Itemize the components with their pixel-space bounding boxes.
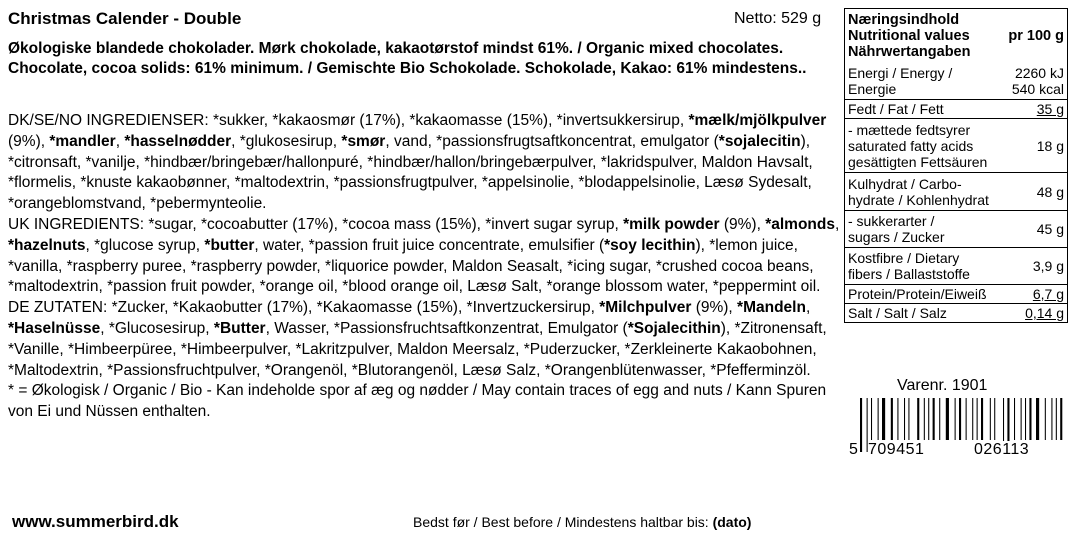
nutrition-row-value: 35 g — [1036, 101, 1064, 117]
nutrition-row — [845, 172, 1067, 210]
barcode-bar — [908, 398, 909, 440]
nutrition-row — [845, 284, 1067, 303]
nutrition-row — [845, 303, 1067, 322]
allergen-text: *smør — [341, 132, 386, 150]
allergen-text: *Butter — [213, 319, 266, 337]
organic-allergen-note: * = Økologisk / Organic / Bio - Kan indeholde spor af æg og nødder / May contain traces of egg and nuts / Kann Spuren von Ei und Nüssen enthalten. — [8, 382, 827, 421]
allergen-text: *soy lecithin — [604, 236, 696, 254]
barcode-bar — [946, 398, 949, 440]
ingredient-text: , *glukosesirup, — [231, 132, 342, 150]
ingredients-dk — [8, 111, 840, 215]
barcode-bar — [1056, 398, 1057, 440]
barcode-bar — [878, 398, 879, 440]
barcode-bar — [871, 398, 872, 440]
allergen-text: *butter — [204, 236, 255, 254]
ingredient-text: , — [805, 299, 811, 317]
nutrition-row-label: Energi / Energy / Energie — [848, 65, 953, 97]
ingredient-text: DE ZUTATEN: *Zucker, *Kakaobutter (17%), *Kakaomasse (15%), *Invertzuckersirup, — [8, 299, 600, 317]
ingredient-text: , — [115, 132, 125, 150]
barcode-bar — [1036, 398, 1039, 440]
nutrition-row — [845, 247, 1067, 284]
ingredient-text: (9%), — [8, 132, 50, 150]
nutrition-row-label: Salt / Salt / Salz — [848, 305, 947, 321]
nutrition-row-label: Kostfibre / Dietary fibers / Ballaststoffe — [848, 250, 970, 282]
barcode-bar — [981, 398, 983, 440]
barcode-bar — [955, 398, 956, 440]
barcode-bar — [959, 398, 961, 440]
ingredient-text: ), *citronsaft, *vanilje, *hindbær/bringebær/hallonpuré, *hindbær/hallon/bringebærpulver, *lakridspulver, Maldon Havsalt, *flormelis, *knuste kakaobønner, *maltodextrin, *passionsfrugtpulver, *appelsinolie, *blodappelsinolie, Læsø Sydesalt, *orangeblomstvand, *pebermynteolie. — [8, 132, 813, 213]
best-before — [413, 514, 751, 530]
ingredient-text: , vand, *passionsfrugtsaftkoncentrat, emulgator ( — [385, 132, 719, 150]
barcode-bar — [882, 398, 885, 440]
nutrition-row-value: 48 g — [1036, 183, 1064, 200]
nutrition-row-value: 45 g — [1036, 221, 1064, 237]
allergen-text: *hasselnødder — [124, 132, 232, 150]
barcode-bar — [972, 398, 973, 440]
nutrition-row-label: - mættede fedtsyrer saturated fatty acids gesättigten Fettsäuren — [848, 121, 988, 170]
barcode-digits-right: 026113 — [974, 441, 1030, 458]
ingredient-text: DK/SE/NO INGREDIENSER: *sukker, *kakaosmør (17%), *kakaomasse (15%), *invertsukkersirup, — [8, 112, 689, 129]
barcode-bar — [933, 398, 935, 440]
allergen-text: *hazelnuts — [8, 236, 86, 254]
barcode-bar — [1025, 398, 1026, 440]
ingredient-text: , — [834, 215, 840, 233]
barcode-bar — [897, 398, 898, 440]
product-description: Økologiske blandede chokolader. Mørk chokolade, kakaotørstof mindst 61%. / Organic mixed chocolates. Chocolate, cocoa solids: 61% minimum. / Gemischte Bio Schokolade. Schokolade, Kakao: 61% mindestens.. — [8, 40, 807, 77]
nutrition-row-value: 0,14 g — [1025, 305, 1064, 321]
nutrition-row-value: 2260 kJ 540 kcal — [1011, 65, 1064, 97]
barcode-bar — [860, 398, 862, 452]
nutrition-row-value: 6,7 g — [1032, 286, 1064, 302]
item-number: Varenr. 1901 — [897, 377, 988, 394]
barcode-bar — [1060, 398, 1062, 440]
ingredient-text: UK INGREDIENTS: *sugar, *cocoabutter (17%), *cocoa mass (15%), *invert sugar syrup, — [8, 215, 624, 233]
nutrition-row — [845, 118, 1067, 172]
barcode-digits-left: 709451 — [868, 441, 925, 458]
nutrition-row — [845, 210, 1067, 247]
ingredient-text: , *glucose syrup, — [85, 236, 205, 254]
nutrition-header-value: pr 100 g — [1008, 28, 1064, 44]
barcode-bar — [994, 398, 995, 440]
ingredient-text: , *Glucosesirup, — [100, 319, 214, 337]
nutrition-row-value: 3,9 g — [1032, 258, 1064, 274]
nutrition-row — [845, 63, 1067, 99]
barcode-bar — [928, 398, 929, 440]
best-before-value: (dato) — [712, 514, 752, 530]
barcode-bar — [1029, 398, 1031, 440]
barcode-bar — [904, 398, 905, 440]
barcode-bar — [977, 398, 978, 440]
nutrition-row — [845, 99, 1067, 118]
nutrition-header — [845, 9, 1067, 63]
allergen-text: *mandler — [49, 132, 116, 150]
barcode-digit-first: 5 — [849, 441, 858, 458]
allergen-text: *Milchpulver — [599, 299, 692, 317]
barcode-bar — [939, 398, 940, 440]
allergen-text: *Haselnüsse — [8, 319, 101, 337]
ingredients-de — [8, 298, 840, 381]
ingredients-block — [8, 111, 840, 423]
allergen-text: *mælk/mjölkpulver — [688, 112, 827, 129]
nutrition-row-label: - sukkerarter / sugars / Zucker — [848, 213, 945, 245]
barcode-bar — [1045, 398, 1046, 440]
barcode-bar — [990, 398, 991, 440]
nutrition-table — [844, 8, 1068, 323]
nutrition-row-value: 18 g — [1036, 137, 1064, 154]
ingredient-text: (9%), — [691, 299, 738, 317]
website-link[interactable]: www.summerbird.dk — [12, 512, 179, 531]
allergen-text: *milk powder — [623, 215, 720, 233]
barcode-bar — [917, 398, 919, 440]
barcode-bar — [891, 398, 893, 440]
ingredient-text: , Wasser, *Passionsfruchtsaftkonzentrat, Emulgator ( — [265, 319, 628, 337]
barcode-bar — [1014, 398, 1015, 440]
allergen-text: *Mandeln — [737, 299, 806, 317]
ingredient-text: , water, *passion fruit juice concentrate, emulsifier ( — [254, 236, 605, 254]
nutrition-row-label: Protein/Protein/Eiweiß — [848, 286, 987, 302]
barcode-bar — [1051, 398, 1052, 440]
nutrition-row-label: Fedt / Fat / Fett — [848, 101, 944, 117]
allergen-text: *almonds — [765, 215, 835, 233]
net-weight: Netto: 529 g — [734, 10, 822, 27]
allergen-text: *Sojalecithin — [627, 319, 721, 337]
product-title: Christmas Calender - Double — [8, 9, 242, 28]
barcode-bar — [966, 398, 967, 440]
best-before-label: Bedst før / Best before / Mindestens haltbar bis: — [413, 514, 709, 530]
nutrition-row-label: Kulhydrat / Carbo- hydrate / Kohlenhydrat — [848, 175, 989, 208]
nutrition-header-label: Næringsindhold Nutritional values Nährwertangaben — [848, 12, 971, 60]
barcode-bar — [924, 398, 925, 440]
barcode-bar — [1021, 398, 1022, 440]
allergen-text: *sojalecitin — [718, 132, 801, 150]
ingredient-text: (9%), — [719, 215, 766, 233]
ingredients-uk — [8, 215, 840, 298]
ingredient-text: ), *Zitronensaft, *Vanille, *Himbeerpüree, *Himbeerpulver, *Lakritzpulver, Maldon Meersalz, *Puderzucker, *Zerkleinerte Kakaobohnen, *Maltodextrin, *Passionsfruchtpulver, *Orangenöl, *Blutorangenöl, Læsø Salz, *Orangenblütenwasser, *Pfefferminzöl. — [8, 319, 827, 379]
ingredient-text: ), *lemon juice, *vanilla, *raspberry puree, *raspberry powder, *liquorice powder, Maldon Seasalt, *icing sugar, *crushed cocoa beans, *maltodextrin, *passion fruit powder, *orange oil, *blood orange oil, Læsø Salt, *orange blossom water, *peppermint oil. — [8, 236, 821, 296]
